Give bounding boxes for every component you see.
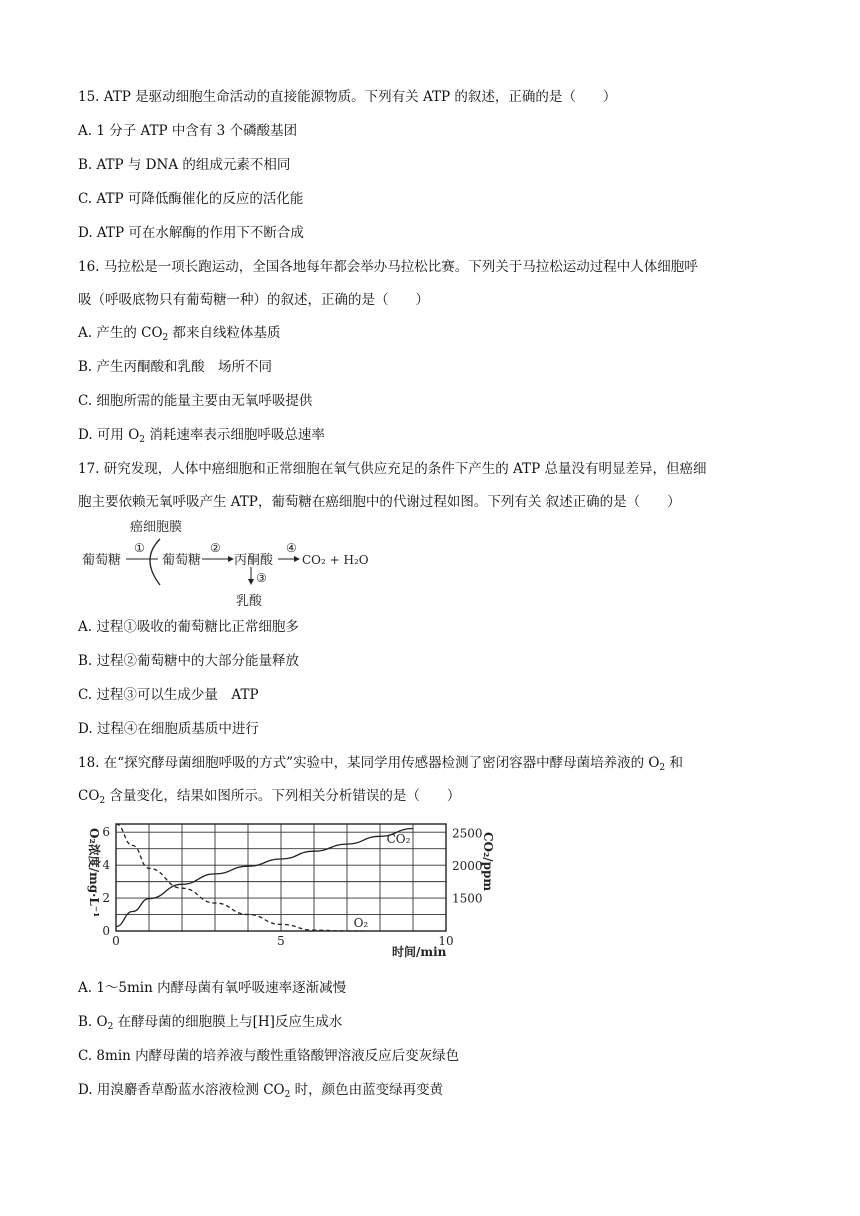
diagram-glucose-inside: 葡萄糖 <box>162 553 202 568</box>
q17-stem-line2: 胞主要依赖无氧呼吸产生 ATP，葡萄糖在癌细胞中的代谢过程如图。下列有关 叙述正确的是（ ） <box>78 494 681 510</box>
q15-option-c: C. ATP 可降低酶催化的反应的活化能 <box>78 191 304 207</box>
diagram-step3: ③ <box>256 571 267 585</box>
q17-option-a: A. 过程①吸收的葡萄糖比正常细胞多 <box>78 619 299 635</box>
x-tick-label: 10 <box>438 934 454 948</box>
y-right-tick-label: 1500 <box>452 891 483 906</box>
q17-option-b: B. 过程②葡萄糖中的大部分能量释放 <box>78 653 300 669</box>
y-axis-right <box>452 827 483 906</box>
q16-option-d: D. 可用 $O_2$ 消耗速率表示细胞呼吸总速率 <box>78 427 325 445</box>
x-axis-label: 时间/min <box>392 945 447 959</box>
q18-stem-line1: 18. 在“探究酵母菌细胞呼吸的方式”实验中，某同学用传感器检测了密闭容器中酵母菌培养液的 $O_2$ 和 <box>78 755 683 773</box>
co2-series-line <box>116 829 413 927</box>
diagram-pyruvate: 丙酮酸 <box>234 553 274 568</box>
q15-option-a: A. 1 分子 ATP 中含有 3 个磷酸基团 <box>78 123 298 139</box>
q18-option-b: B. $O_2$ 在酵母菌的细胞膜上与[H]反应生成水 <box>78 1014 343 1032</box>
q17-option-c: C. 过程③可以生成少量 ATP <box>78 687 259 703</box>
diagram-glucose-outside: 葡萄糖 <box>82 553 122 568</box>
y-left-tick-label: 4 <box>102 858 110 873</box>
x-tick-label: 0 <box>112 934 120 948</box>
q16-option-b: B. 产生丙酮酸和乳酸 场所不同 <box>78 359 273 375</box>
q16-stem-line2: 吸（呼吸底物只有葡萄糖一种）的叙述，正确的是（ ） <box>78 292 429 308</box>
diagram-arrowhead-4 <box>294 556 300 562</box>
y-left-tick-label: 0 <box>102 924 110 938</box>
q16-option-a: A. 产生的 $CO_2$ 都来自线粒体基质 <box>78 325 281 343</box>
diagram-product: CO₂ + H₂O <box>302 553 369 567</box>
diagram-step2: ② <box>210 541 221 555</box>
y-axis-left <box>102 825 110 938</box>
q16-option-c: C. 细胞所需的能量主要由无氧呼吸提供 <box>78 393 313 409</box>
o2-co2-chart <box>82 818 512 968</box>
q18-stem-line2: $CO_2$ 含量变化，结果如图所示。下列相关分析错误的是（ ） <box>78 788 461 806</box>
diagram-membrane-label: 癌细胞膜 <box>130 520 183 535</box>
x-tick-label: 5 <box>277 934 285 948</box>
y-right-tick-label: 2500 <box>452 826 483 841</box>
diagram-lactate: 乳酸 <box>236 594 263 609</box>
y-left-tick-label: 6 <box>102 825 110 840</box>
q17-stem-line1: 17. 研究发现，人体中癌细胞和正常细胞在氧气供应充足的条件下产生的 ATP 总量没有明显差异，但癌细 <box>78 461 707 477</box>
q18-option-c: C. 8min 内酵母菌的培养液与酸性重铬酸钾溶液反应后变灰绿色 <box>78 1048 460 1064</box>
q17-option-d: D. 过程④在细胞质基质中进行 <box>78 721 259 737</box>
y-right-tick-label: 2000 <box>452 859 483 874</box>
co2-series-label: CO₂ <box>386 831 411 846</box>
diagram-step1: ① <box>134 541 145 555</box>
q15-stem: 15. ATP 是驱动细胞生命活动的直接能源物质。下列有关 ATP 的叙述，正确的是（ ） <box>78 89 617 105</box>
q15-option-b: B. ATP 与 DNA 的组成元素不相同 <box>78 157 291 173</box>
y-left-tick-label: 2 <box>102 891 110 906</box>
metabolism-diagram <box>78 515 388 610</box>
y-axis-left-label: O₂浓度/mg·L⁻¹ <box>87 828 101 918</box>
q15-option-d: D. ATP 可在水解酶的作用下不断合成 <box>78 225 304 241</box>
diagram-step4: ④ <box>286 541 297 555</box>
q18-option-a: A. 1～5min 内酵母菌有氧呼吸速率逐渐减慢 <box>78 980 347 996</box>
o2-series-label: O₂ <box>353 915 369 930</box>
cell-membrane-arc <box>150 539 160 585</box>
y-axis-right-label: CO₂/ppm <box>481 832 495 892</box>
q16-stem-line1: 16. 马拉松是一项长跑运动，全国各地每年都会举办马拉松比赛。下列关于马拉松运动过程中人体细胞呼 <box>78 259 698 275</box>
diagram-arrowhead-3 <box>248 579 254 585</box>
q18-option-d: D. 用溴麝香草酚蓝水溶液检测 $CO_2$ 时，颜色由蓝变绿再变黄 <box>78 1082 444 1100</box>
